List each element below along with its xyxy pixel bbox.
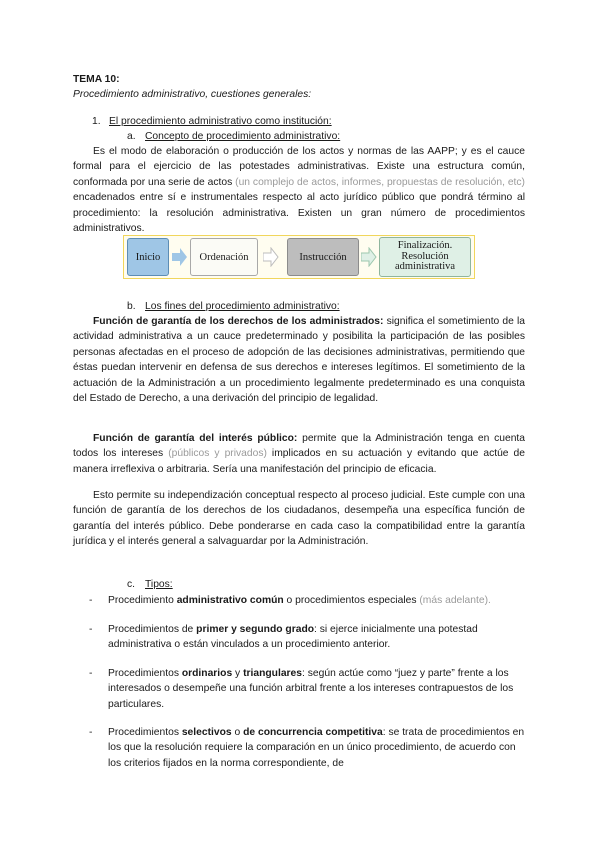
independence-text: Esto permite su independización conceptual respecto al proceso judicial. Este cumple con una función de garantía de los derechos de los ciudadanos, desempeña una específica función de garantía del interés público. Debe ponderarse en cada caso la compatibilidad entre la garantía jurídica y el interés general a salvaguardar por la Administración. [73,490,525,548]
subsection-b-letter: b. [127,301,136,312]
section-1-heading [92,114,332,129]
public-interest-text-1: permite que la Administración tenga en cuenta todos los intereses [73,433,526,460]
public-interest-paragraph [73,431,525,477]
flow-arrow-1 [172,247,188,267]
subsection-c-heading [127,577,173,592]
flow-step-inicio: Inicio [127,238,169,276]
subsection-a-letter: a. [127,131,136,142]
list-item-text: Procedimientos ordinarios y triangulares: según actúe como “juez y parte” frente a los interesados o desempeñe una función arbitral frente a los intereses contrapuestos de los particulares. [108,668,514,710]
section-1-title: El procedimiento administrativo como institución: [109,116,332,127]
subsection-b-heading [127,299,340,314]
subsection-c-letter: c. [127,579,136,590]
list-bullet: - [89,727,93,738]
flow-step-ordenacion: Ordenación [190,238,258,276]
subsection-a-title: Concepto de procedimiento administrativo: [145,131,341,142]
section-1-number: 1. [92,116,101,127]
concept-text-1: Es el modo de elaboración o producción de los actos y normas de las AAPP; y es el cauce formal para el ejercicio de las potestades administrativas. Existe una estructura común, conformada por una serie de actos [73,146,525,188]
public-interest-note: (públicos y privados) [168,448,267,460]
concept-text-2: encadenados entre sí e instrumentales respecto al acto jurídico público que pondrá término al procedimiento: la resolución administrativa. Existen un gran número de procedimientos administrativos. [73,192,525,235]
subsection-a-heading [127,129,340,144]
procedure-flow-diagram [123,235,475,279]
list-item-text: Procedimientos de primer y segundo grado: si ejerce inicialmente una potestad administrativa o están vinculados a un procedimiento anterior. [108,624,478,651]
public-interest-term: Función de garantía del interés público: [93,433,298,444]
list-bullet: - [89,595,93,606]
rights-guarantee-term: Función de garantía de los derechos de los administrados: [93,316,384,327]
concept-note: (un complejo de actos, informes, propuestas de resolución, etc) [235,176,525,188]
subsection-b-title: Los fines del procedimiento administrativo: [145,301,340,312]
topic-title: TEMA 10: [73,74,120,85]
public-interest-text-2: implicados en su actuación y evitando que actúe de manera irreflexiva o arbitraria. Sería una manifestación del principio de eficacia. [73,448,525,475]
flow-arrow-2 [263,247,279,267]
subsection-c-title: Tipos: [145,579,173,590]
topic-subtitle: Procedimiento administrativo, cuestiones generales: [73,89,312,100]
flow-arrow-3 [361,247,377,267]
list-item-text: Procedimientos selectivos o de concurrencia competitiva: se trata de procedimientos en los que la resolución requiere la comparación en un único procedimiento, de acuerdo con los criterios fijados en la norma correspondiente, de [108,727,525,769]
list-bullet: - [89,668,93,679]
list-bullet: - [89,624,93,635]
list-item-text: Procedimiento administrativo común o procedimientos especiales (más adelante). [108,595,491,606]
flow-step-finalizacion: Finalización. Resolución administrativa [379,237,471,277]
rights-guarantee-paragraph [73,314,525,406]
flow-step-instruccion: Instrucción [287,238,359,276]
independence-paragraph [73,488,525,550]
concept-paragraph [73,144,525,236]
rights-guarantee-text: significa el sometimiento de la actividad administrativa a un cauce predeterminado y posibilita la participación de las posibles personas afectadas en el proceso de adopción de las decisiones administrativas, permitiendo que éstas puedan intervenir en defensa de sus derechos e intereses legítimos. El sometimiento de la actuación de la Administración a un procedimiento legalmente predeterminado es una conquista del Estado de Derecho, a una derivación del principio de legalidad. [73,316,525,405]
